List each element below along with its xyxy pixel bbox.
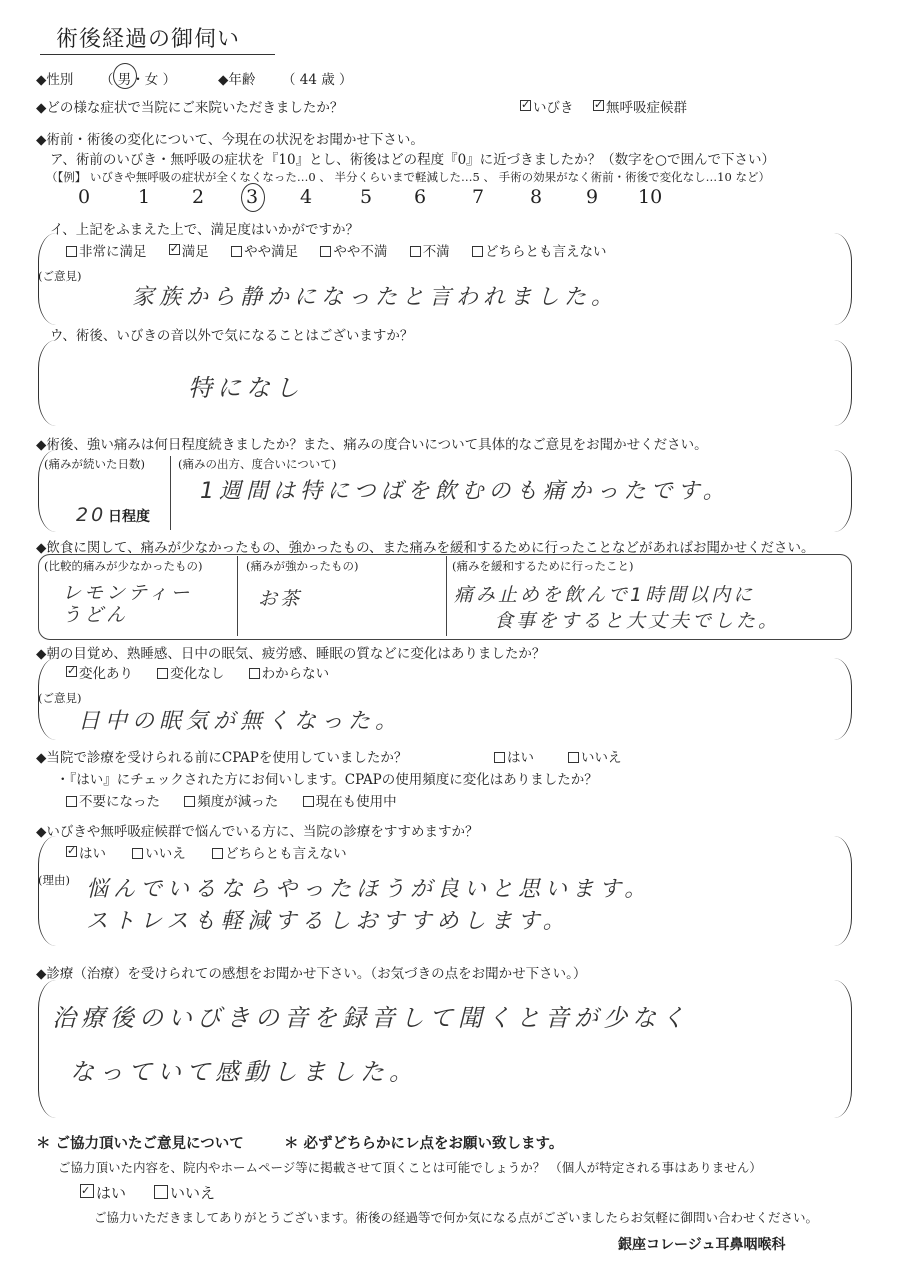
food-strong-answer: お茶 xyxy=(258,588,303,610)
morning-opinion-label: (ご意見) xyxy=(38,691,82,705)
option-label: 非常に満足 xyxy=(79,244,147,260)
checkbox-icon xyxy=(212,848,223,859)
cpap-option-no[interactable] xyxy=(568,746,622,766)
scale-7[interactable]: 7 xyxy=(472,186,485,208)
checkbox-icon xyxy=(303,796,314,807)
food-relief-answer-2: 食事をすると大丈夫でした。 xyxy=(494,610,781,632)
recommend-option-2[interactable] xyxy=(132,846,186,862)
option-label: 不要になった xyxy=(79,794,160,810)
reason-label: (理由) xyxy=(38,873,70,887)
pain-days-unit: 日程度 xyxy=(108,509,150,525)
checkbox-icon xyxy=(66,246,77,257)
option-label: やや満足 xyxy=(244,244,299,260)
opinion-label: (ご意見) xyxy=(38,269,82,283)
checkbox-icon xyxy=(410,246,421,257)
pain-divider xyxy=(170,456,171,530)
morning-option-1[interactable] xyxy=(66,666,133,682)
thanks-message: ご協力いただきましてありがとうございます。術後の経過等で何か気になる点がございましたらお気軽に御問い合わせください。 xyxy=(94,1210,819,1225)
checkbox-icon xyxy=(169,244,180,255)
pain-question: ◆術後、強い痛みは何日程度続きましたか？また、痛みの度合いについて具体的なご意見をお聞かせください。 xyxy=(36,437,708,453)
option-label: 不満 xyxy=(422,244,450,260)
impression-answer-2: なっていて感動しました。 xyxy=(70,1058,418,1086)
option-label: 満足 xyxy=(181,244,209,260)
checkbox-icon xyxy=(66,846,77,857)
scale-2[interactable]: 2 xyxy=(192,186,205,208)
page-title: 術後経過の御伺い xyxy=(56,27,241,52)
food-relief-answer-1: 痛み止めを飲んで1時間以内に xyxy=(454,584,756,606)
consent-heading-1: ＊ ご協力頂いたご意見について xyxy=(36,1136,244,1152)
option-label: やや不満 xyxy=(333,244,388,260)
satisfaction-option-2[interactable] xyxy=(169,244,209,260)
title-underline xyxy=(40,54,275,55)
food-divider-1 xyxy=(237,556,238,636)
satisfaction-option-6[interactable] xyxy=(472,244,607,260)
checkbox-icon xyxy=(66,666,77,677)
satisfaction-option-5[interactable] xyxy=(410,244,450,260)
recommend-answer-2: ストレスも軽減するしおすすめします。 xyxy=(86,909,570,934)
cpap-sub-option-2[interactable] xyxy=(184,794,278,810)
other-concerns-answer: 特になし xyxy=(188,374,304,402)
clinic-name: 銀座コレージュ耳鼻咽喉科 xyxy=(618,1237,786,1253)
impression-answer-1: 治療後のいびきの音を録音して聞くと音が少なく xyxy=(52,1004,690,1032)
satisfaction-option-4[interactable] xyxy=(320,244,387,260)
checkbox-icon xyxy=(494,752,505,763)
scale-3[interactable]: 3 xyxy=(246,186,259,208)
cpap-option-yes[interactable] xyxy=(494,746,534,766)
question-u: ウ、術後、いびきの音以外で気になることはございますか？ xyxy=(50,328,414,344)
checkbox-icon xyxy=(320,246,331,257)
cpap-sub-question: ・『はい』にチェックされた方にお伺いします。CPAPの使用頻度に変化はありましたか？ xyxy=(56,772,598,788)
scale-selection-circle xyxy=(241,183,265,212)
symptom-option-label: いびき xyxy=(533,100,574,116)
recommend-options xyxy=(66,842,347,862)
checkbox-icon xyxy=(249,668,260,679)
food-question: ◆飲食に関して、痛みが少なかったもの、強かったもの、また痛みを緩和するために行ったことなどがあればお聞かせください。 xyxy=(36,540,815,556)
checkbox-icon xyxy=(157,668,168,679)
option-label: どちらとも言えない xyxy=(484,244,607,260)
consent-question: ご協力頂いた内容を、院内やホームページ等に掲載させて頂くことは可能でしょうか？ （個人が特定される事はありません） xyxy=(58,1160,762,1175)
question-i: イ、上記をふまえた上で、満足度はいかがですか？ xyxy=(50,222,360,238)
checkbox-icon xyxy=(472,246,483,257)
morning-answer: 日中の眠気が無くなった。 xyxy=(78,709,403,734)
scale-10[interactable]: 10 xyxy=(638,186,663,208)
checkbox-icon xyxy=(593,100,604,111)
food-strong-label: (痛みが強かったもの) xyxy=(246,559,359,573)
consent-option-no[interactable] xyxy=(154,1182,215,1203)
option-label: 変化なし xyxy=(170,666,225,682)
consent-heading-2: ＊ 必ずどちらかにレ点をお願い致します。 xyxy=(284,1136,564,1152)
symptom-option-snoring[interactable] xyxy=(520,96,574,116)
checkbox-icon xyxy=(66,796,77,807)
consent-option-yes[interactable] xyxy=(80,1182,126,1203)
cpap-question: ◆当院で診療を受けられる前にCPAPを使用していましたか？ xyxy=(36,750,408,766)
option-label: はい xyxy=(96,1184,127,1202)
gender-circle-mark xyxy=(113,63,137,89)
scale-6[interactable]: 6 xyxy=(414,186,427,208)
pain-degree-label: (痛みの出方、度合いについて) xyxy=(178,457,337,471)
option-label: いいえ xyxy=(581,750,622,766)
morning-options xyxy=(66,662,329,682)
checkbox-icon xyxy=(184,796,195,807)
cpap-sub-option-3[interactable] xyxy=(303,794,397,810)
cpap-sub-option-1[interactable] xyxy=(66,794,160,810)
age-value: （ 44 歳 ） xyxy=(282,72,353,88)
pain-days-value: 20 xyxy=(76,504,107,526)
cpap-sub-options xyxy=(66,790,397,810)
symptom-option-label: 無呼吸症候群 xyxy=(606,100,687,116)
option-label: 現在も使用中 xyxy=(315,794,397,810)
food-less-answer-1: レモンティー xyxy=(62,582,193,604)
symptoms-question: ◆どの様な症状で当院にご来院いただきましたか？ xyxy=(36,100,344,116)
checkbox-icon xyxy=(231,246,242,257)
option-label: 変化あり xyxy=(79,666,133,682)
checkbox-icon xyxy=(80,1184,94,1198)
scale-9[interactable]: 9 xyxy=(586,186,599,208)
food-divider-2 xyxy=(446,556,447,636)
scale-5[interactable]: 5 xyxy=(360,186,373,208)
food-less-answer-2: うどん xyxy=(62,604,129,626)
checkbox-icon xyxy=(132,848,143,859)
food-less-label: (比較的痛みが少なかったもの) xyxy=(44,559,203,573)
checkbox-icon xyxy=(520,100,531,111)
gender-label: ◆性別 xyxy=(36,72,74,88)
pain-answer: 1週間は特につばを飲むのも痛かったです。 xyxy=(200,479,730,504)
impression-question: ◆診療（治療）を受けられての感想をお聞かせ下さい。（お気づきの点をお聞かせ下さい。） xyxy=(36,966,587,982)
recommend-option-1[interactable] xyxy=(66,846,106,862)
age-label: ◆年齢 xyxy=(218,72,256,88)
other-concerns-box xyxy=(38,340,852,426)
satisfaction-answer: 家族から静かになったと言われました。 xyxy=(132,285,619,310)
checkbox-icon xyxy=(568,752,579,763)
option-label: はい xyxy=(79,846,106,862)
morning-option-3[interactable] xyxy=(249,666,330,682)
option-label: いいえ xyxy=(145,846,186,862)
recommend-question: ◆いびきや無呼吸症候群で悩んでいる方に、当院の診療をすすめますか？ xyxy=(36,824,479,840)
scale-8[interactable]: 8 xyxy=(530,186,543,208)
morning-option-2[interactable] xyxy=(157,666,224,682)
option-label: 頻度が減った xyxy=(197,794,279,810)
checkbox-icon xyxy=(154,1185,168,1199)
option-label: はい xyxy=(507,750,534,766)
scale-4[interactable]: 4 xyxy=(300,186,313,208)
question-a: ア、術前のいびき・無呼吸の症状を『10』とし、術後はどの程度『0』に近づきましたか？（数字を○で囲んで下さい） xyxy=(50,152,775,168)
change-question: ◆術前・術後の変化について、今現在の状況をお聞かせ下さい。 xyxy=(36,132,424,148)
pain-days-label: (痛みが続いた日数) xyxy=(44,457,145,471)
recommend-answer-1: 悩んでいるならやったほうが良いと思います。 xyxy=(86,877,652,902)
scale-1[interactable]: 1 xyxy=(138,186,151,208)
recommend-option-3[interactable] xyxy=(212,846,347,862)
morning-question: ◆朝の目覚め、熟睡感、日中の眠気、疲労感、睡眠の質などに変化はありましたか？ xyxy=(36,646,546,662)
option-label: いいえ xyxy=(170,1184,216,1202)
option-label: わからない xyxy=(261,666,330,682)
satisfaction-options xyxy=(66,240,606,260)
food-relief-label: (痛みを緩和するために行ったこと) xyxy=(452,559,634,573)
scale-example: （【例】 いびきや無呼吸の症状が全くなくなった…0 、 半分くらいまで軽減した…5 、 手術の効果がなく術前・術後で変化なし…10 など） xyxy=(46,170,770,184)
scale-0[interactable]: 0 xyxy=(78,186,91,208)
gender-options: （ 男・女 ） xyxy=(100,72,177,88)
symptom-option-apnea[interactable] xyxy=(593,96,687,116)
satisfaction-option-3[interactable] xyxy=(231,244,298,260)
satisfaction-option-1[interactable] xyxy=(66,244,147,260)
option-label: どちらとも言えない xyxy=(225,846,347,862)
